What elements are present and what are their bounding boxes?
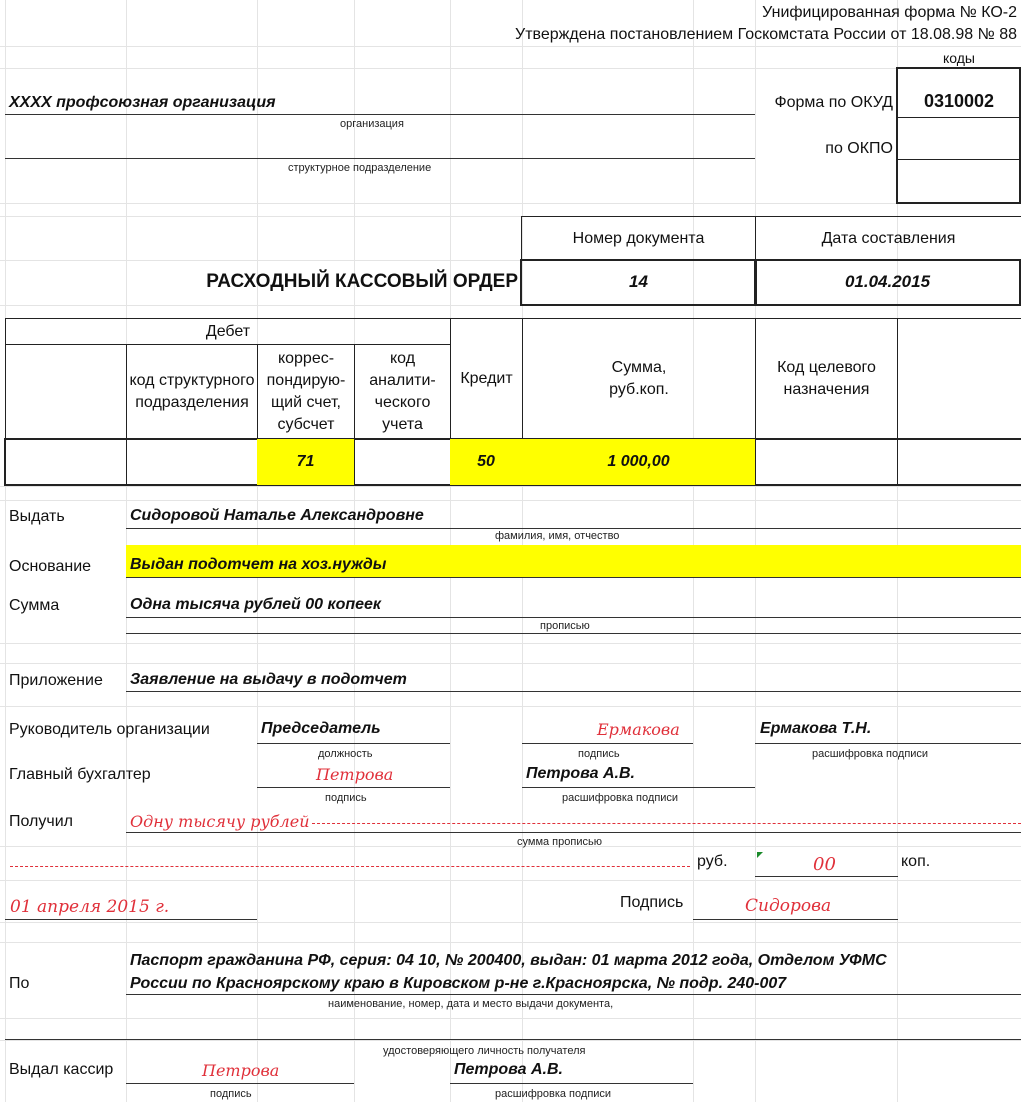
passport-line1: Паспорт гражданина РФ, серия: 04 10, № 200400, выдан: 01 марта 2012 года, Отделом УФМС: [130, 952, 887, 969]
cell-struct: [126, 439, 258, 485]
approval-text: Утверждена постановлением Госкомстата России от 18.08.98 № 88: [515, 26, 1017, 43]
document-number-header: Номер документа: [521, 216, 756, 261]
received-signature: Сидорова: [745, 896, 832, 916]
col-sum-header: Сумма, руб.коп.: [522, 318, 756, 440]
organization-caption: организация: [340, 118, 404, 130]
amount-caption: прописью: [540, 620, 590, 632]
department-caption: структурное подразделение: [288, 162, 432, 174]
issue-value: Сидоровой Наталье Александровне: [130, 507, 424, 524]
col-credit-header: Кредит: [450, 318, 523, 440]
document-title: РАСХОДНЫЙ КАССОВЫЙ ОРДЕР: [206, 271, 518, 292]
cell-anal: [354, 439, 451, 485]
debit-blank-header: [5, 344, 127, 440]
head-name: Ермакова Т.Н.: [760, 720, 872, 737]
codes-box: [896, 67, 1021, 204]
basis-label: Основание: [9, 558, 92, 575]
issue-caption: фамилия, имя, отчество: [495, 530, 620, 542]
rub-label: руб.: [697, 853, 728, 870]
cashier-sign-caption: подпись: [210, 1088, 252, 1100]
cell-corr: 71: [257, 439, 355, 485]
passport-label: По: [9, 975, 30, 992]
head-label: Руководитель организации: [9, 721, 210, 738]
cell-sum: 1 000,00: [522, 439, 756, 485]
form-name: Унифицированная форма № КО-2: [762, 4, 1017, 21]
col-extra-header: [897, 318, 1021, 440]
kop-value: 00: [813, 854, 836, 875]
amount-label: Сумма: [9, 597, 60, 614]
issue-label: Выдать: [9, 508, 65, 525]
debit-header: Дебет: [5, 318, 451, 345]
received-amount-hand: Одну тысячу рублей: [130, 812, 310, 831]
cashier-name: Петрова А.В.: [454, 1061, 563, 1078]
document-number: 14: [629, 272, 648, 291]
basis-value: Выдан подотчет на хоз.нужды: [130, 556, 387, 573]
col-purpose-header: Код целевого назначения: [755, 318, 898, 440]
received-label: Получил: [9, 813, 73, 830]
cell-credit: 50: [450, 439, 523, 485]
cell-purpose: [755, 439, 898, 485]
okud-code: 0310002: [923, 91, 995, 111]
chief-name: Петрова А.В.: [526, 765, 635, 782]
head-decode-caption: расшифровка подписи: [812, 748, 929, 760]
organization-name: XXXX профсоюзная организация: [9, 94, 276, 111]
cashier-label: Выдал кассир: [9, 1061, 114, 1078]
chief-sign-caption: подпись: [325, 792, 367, 804]
passport-caption2: удостоверяющего личность получателя: [383, 1045, 586, 1057]
chief-signature: Петрова: [316, 765, 394, 784]
head-sign-caption: подпись: [578, 748, 620, 760]
chief-label: Главный бухгалтер: [9, 766, 151, 783]
chief-decode-caption: расшифровка подписи: [562, 792, 679, 804]
head-signature: Ермакова: [597, 720, 680, 739]
okpo-label: по ОКПО: [825, 140, 893, 157]
cashier-signature: Петрова: [202, 1061, 280, 1080]
passport-caption1: наименование, номер, дата и место выдачи документа,: [328, 998, 614, 1010]
document-date-header: Дата составления: [755, 216, 1021, 261]
kop-label: коп.: [901, 853, 931, 870]
received-sum-caption: сумма прописью: [517, 836, 602, 848]
col-struct-header: код структурного подразделения: [126, 344, 258, 440]
document-date: 01.04.2015: [844, 272, 931, 291]
received-date-hand: 01 апреля 2015 г.: [10, 897, 170, 917]
col-corr-header: коррес-пондирую-щий счет, субсчет: [257, 344, 355, 440]
okud-label: Форма по ОКУД: [774, 94, 893, 111]
attach-label: Приложение: [9, 672, 103, 689]
attach-value: Заявление на выдачу в подотчет: [130, 671, 407, 688]
head-position: Председатель: [261, 720, 381, 737]
codes-label: коды: [943, 50, 975, 66]
cashier-decode-caption: расшифровка подписи: [495, 1088, 612, 1100]
passport-line2: России по Красноярскому краю в Кировском р-не г.Красноярска, № подр. 240-007: [130, 975, 787, 992]
comment-marker: [757, 852, 763, 858]
amount-value: Одна тысяча рублей 00 копеек: [130, 596, 382, 613]
col-anal-header: код аналити-ческого учета: [354, 344, 451, 440]
received-sign-label: Подпись: [620, 894, 684, 911]
head-position-caption: должность: [318, 748, 373, 760]
